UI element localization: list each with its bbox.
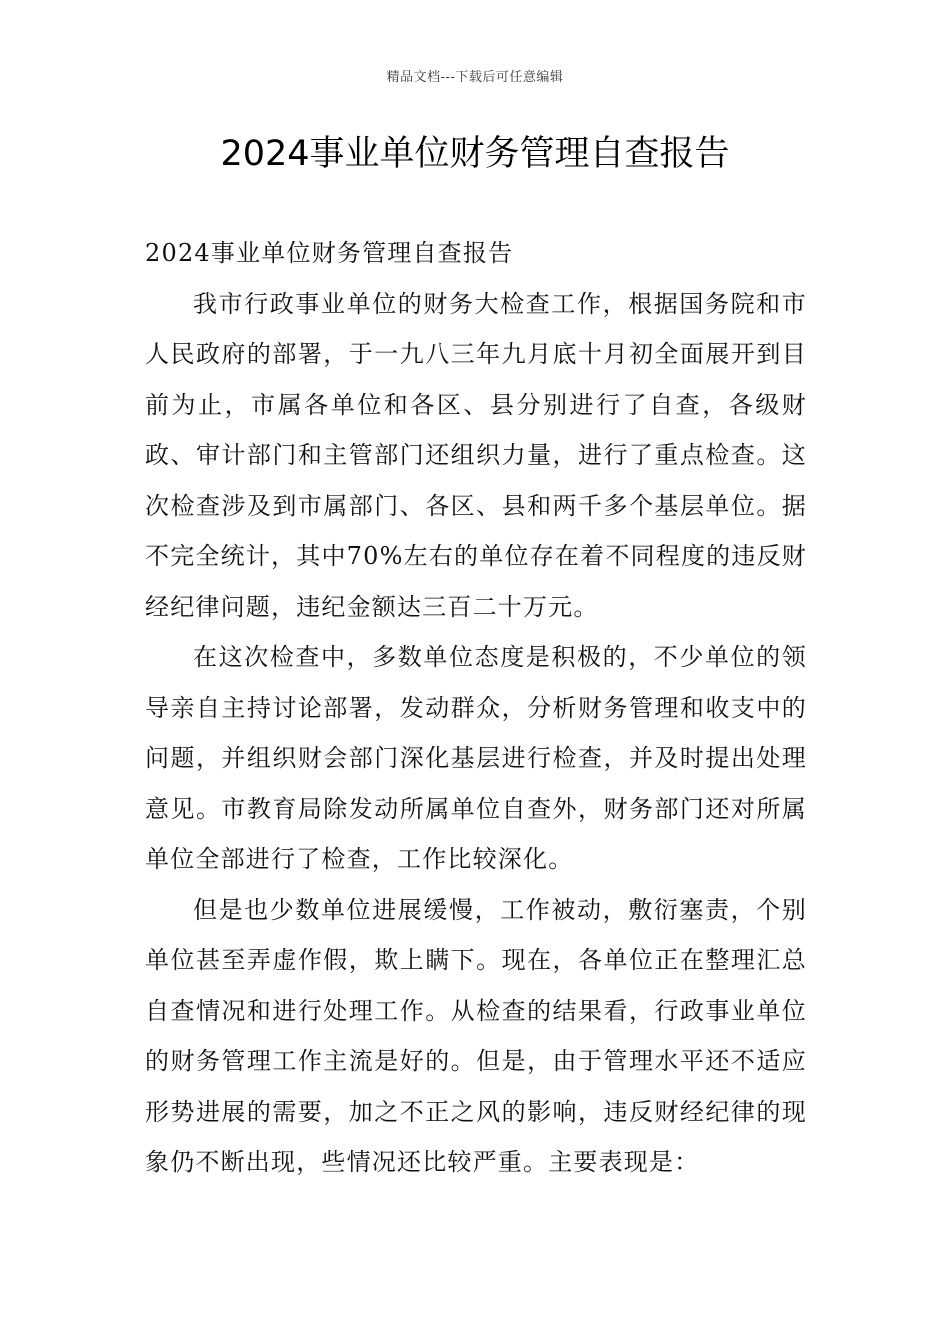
page-header-watermark: 精品文档---下载后可任意编辑 xyxy=(386,70,564,85)
paragraph-1: 我市行政事业单位的财务大检查工作，根据国务院和市人民政府的部署，于一九八三年九月底十月初全面展开到目前为止，市属各单位和各区、县分别进行了自查，各级财政、审计部门和主管部门还组织力量，进行了重点检查。这次检查涉及到市属部门、各区、县和两千多个基层单位。据不完全统计，其中70%左右的单位存在着不同程度的违反财经纪律问题，违纪金额达三百二十万元。 xyxy=(145,289,807,621)
document-subtitle: 2024事业单位财务管理自查报告 xyxy=(145,239,514,267)
document-body xyxy=(145,228,807,1188)
paragraph-3: 但是也少数单位进展缓慢，工作被动，敷衍塞责，个别单位甚至弄虚作假，欺上瞒下。现在，各单位正在整理汇总自查情况和进行处理工作。从检查的结果看，行政事业单位的财务管理工作主流是好的。但是，由于管理水平还不适应形势进展的需要，加之不正之风的影响，违反财经纪律的现象仍不断出现，些情况还比较严重。主要表现是： xyxy=(145,895,807,1176)
document-title: 2024事业单位财务管理自查报告 xyxy=(220,134,730,174)
paragraph-2: 在这次检查中，多数单位态度是积极的，不少单位的领导亲自主持讨论部署，发动群众，分析财务管理和收支中的问题，并组织财会部门深化基层进行检查，并及时提出处理意见。市教育局除发动所属单位自查外，财务部门还对所属单位全部进行了检查，工作比较深化。 xyxy=(145,643,807,873)
